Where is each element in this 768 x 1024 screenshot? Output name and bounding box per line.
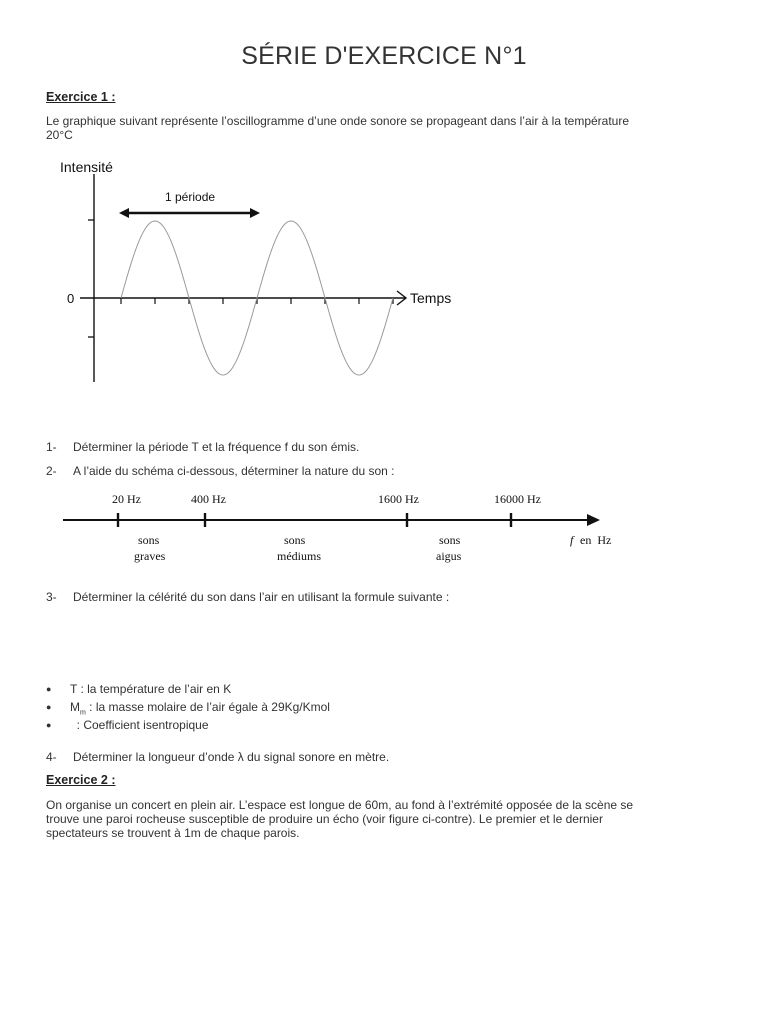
bullet-dot: ● <box>46 720 52 730</box>
y-axis-label: Intensité <box>60 159 113 175</box>
zero-label: 0 <box>67 291 75 306</box>
bullet-temperature-text: T : la température de l’air en K <box>70 682 232 696</box>
question-2 <box>46 464 395 478</box>
zone-mediums-line1: sons <box>284 533 306 547</box>
axis-unit-label: en Hz <box>580 533 612 547</box>
question-4-number: 4- <box>46 750 57 764</box>
exercise-1-intro <box>46 114 736 142</box>
intro-line-2: 20°C <box>46 128 73 142</box>
period-arrow-right-head <box>250 208 260 218</box>
bullet-molar-mass <box>46 700 330 716</box>
question-1-number: 1- <box>46 440 57 454</box>
period-arrow-left-head <box>119 208 129 218</box>
question-2-number: 2- <box>46 464 57 478</box>
question-2-text: A l’aide du schéma ci-dessous, déterminer la nature du son : <box>73 464 395 478</box>
x-axis-label: Temps <box>410 290 452 306</box>
question-1-text: Déterminer la période T et la fréquence f du son émis. <box>73 440 360 454</box>
question-1 <box>46 440 359 454</box>
frequency-scale-figure <box>60 486 630 566</box>
frequency-axis-arrow <box>587 514 600 526</box>
bullet-coefficient <box>46 718 209 732</box>
intro-line-1: Le graphique suivant représente l’oscillogramme d’une onde sonore se propageant dans l’air à la température <box>46 114 630 128</box>
exercise-1-heading: Exercice 1 : <box>46 90 116 104</box>
tick-label-400hz: 400 Hz <box>191 492 226 506</box>
zone-mediums-line2: médiums <box>277 549 321 563</box>
oscillogram-figure <box>55 152 465 387</box>
exercise-2-line-2: trouve une paroi rocheuse susceptible de produire un écho (voir figure ci-contre). Le premier et le dernier <box>46 812 603 826</box>
question-4 <box>46 750 389 764</box>
bullet-dot: ● <box>46 702 52 712</box>
exercise-2-line-3: spectateurs se trouvent à 1m de chaque parois. <box>46 826 300 840</box>
period-label: 1 période <box>165 190 216 204</box>
page-title: SÉRIE D'EXERCICE N°1 <box>241 42 527 70</box>
bullet-dot: ● <box>46 684 52 694</box>
zone-graves-line2: graves <box>134 549 166 563</box>
zone-aigus-line1: sons <box>439 533 461 547</box>
bullet-coefficient-text: : Coefficient isentropique <box>70 718 209 732</box>
tick-label-16000hz: 16000 Hz <box>494 492 541 506</box>
bullet-molar-mass-symbol: M <box>70 700 80 714</box>
bullet-temperature <box>46 682 231 696</box>
axis-f-symbol: f <box>570 533 574 547</box>
question-3-text: Déterminer la célérité du son dans l’air en utilisant la formule suivante : <box>73 590 450 604</box>
question-3-number: 3- <box>46 590 57 604</box>
tick-label-1600hz: 1600 Hz <box>378 492 419 506</box>
bullet-molar-mass-subscript: m <box>80 709 86 717</box>
exercise-2-heading: Exercice 2 : <box>46 773 116 787</box>
zone-aigus-line2: aigus <box>436 549 462 563</box>
tick-label-20hz: 20 Hz <box>112 492 141 506</box>
question-3 <box>46 590 449 604</box>
bullet-molar-mass-text: : la masse molaire de l’air égale à 29Kg/Kmol <box>85 700 330 714</box>
question-4-text: Déterminer la longueur d’onde λ du signal sonore en mètre. <box>73 750 390 764</box>
exercise-2-line-1: On organise un concert en plein air. L’espace est longue de 60m, au fond à l’extrémité opposée de la scène se <box>46 798 634 812</box>
zone-graves-line1: sons <box>138 533 160 547</box>
exercise-2-text <box>46 798 746 840</box>
